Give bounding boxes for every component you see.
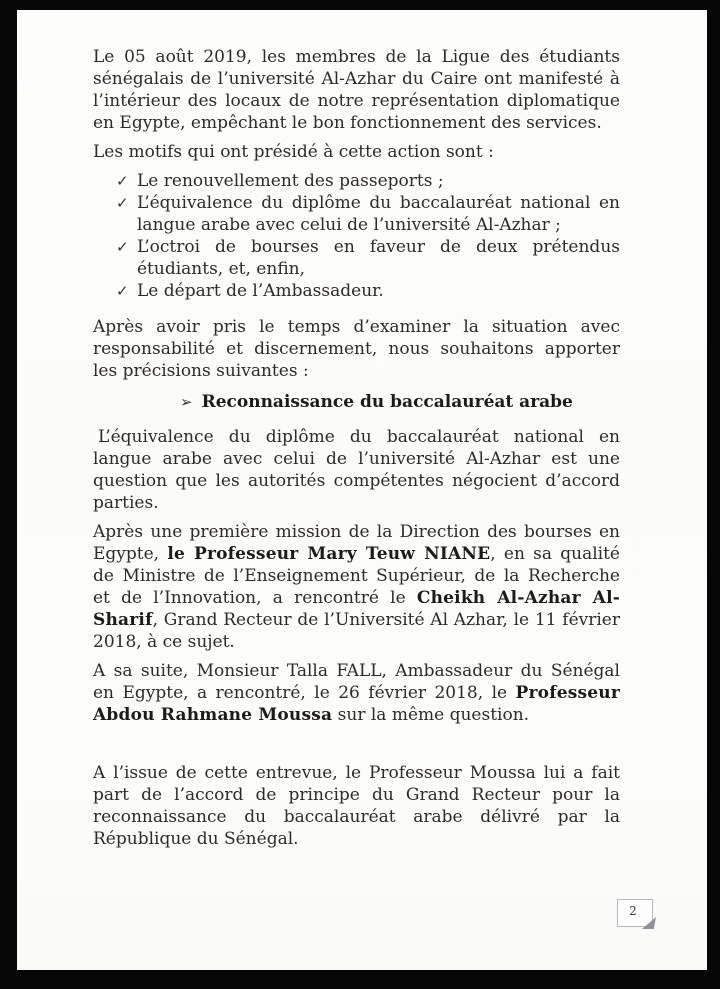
- motif-text: Le départ de l’Ambassadeur.: [137, 281, 384, 301]
- motif-list-item: [93, 170, 620, 192]
- motif-text: L’équivalence du diplôme du baccalauréat national en langue arabe avec celui de l’université Al-Azhar ;: [137, 193, 620, 235]
- text-run: , Grand Recteur de l’Université Al Azhar, le 11 février 2018, à ce sujet.: [93, 610, 620, 652]
- paragraph-motifs-lead: Les motifs qui ont présidé à cette action sont :: [93, 142, 494, 162]
- motif-list-item: [93, 192, 620, 236]
- paragraph-entrevue: A l’issue de cette entrevue, le Professeur Moussa lui a fait part de l’accord de principe du Grand Recteur pour la reconnaissance du baccalauréat arabe délivré par la République du Sénégal.: [93, 763, 620, 849]
- paragraph-intro: Le 05 août 2019, les membres de la Ligue des étudiants sénégalais de l’université Al-Azhar du Caire ont manifesté à l’intérieur des locaux de notre représentation diplomatique en Egypte, empêchant le bon fonctionnement des services.: [93, 47, 620, 133]
- checkmark-icon: ✓: [116, 194, 129, 212]
- document-content: [93, 46, 620, 857]
- motif-text: Le renouvellement des passeports ;: [137, 171, 444, 191]
- section-heading-text: Reconnaissance du baccalauréat arabe: [201, 392, 573, 412]
- paragraph-equivalence: L’équivalence du diplôme du baccalauréat national en langue arabe avec celui de l’université Al-Azhar est une question que les autorités compétentes négocient d’accord parties.: [93, 427, 620, 513]
- arrow-bullet-icon: ➢: [180, 393, 193, 411]
- section-heading: [180, 391, 620, 413]
- motifs-checklist: [93, 170, 620, 302]
- bold-name-text: le Professeur Mary Teuw NIANE: [167, 544, 491, 564]
- motif-list-item: [93, 280, 620, 302]
- checkmark-icon: ✓: [116, 238, 129, 256]
- page-number-box: [617, 899, 653, 927]
- text-run: Après une première mission de la Direction des bourses en Egypte,: [93, 522, 620, 564]
- motif-text: L’octroi de bourses en faveur de deux prétendus étudiants, et, enfin,: [137, 237, 620, 279]
- paragraph-precisions: Après avoir pris le temps d’examiner la situation avec responsabilité et discernement, nous souhaitons apporter les précisions suivantes :: [93, 317, 620, 381]
- bold-name-text: Cheikh Al-Azhar Al-Sharif: [93, 588, 620, 630]
- folded-corner-icon: [642, 917, 656, 929]
- paragraph-mission-niane: [93, 521, 620, 653]
- text-run: sur la même question.: [332, 705, 530, 725]
- page-number: 2: [629, 904, 637, 918]
- checkmark-icon: ✓: [116, 282, 129, 300]
- document-page: [17, 10, 707, 970]
- checkmark-icon: ✓: [116, 172, 129, 190]
- bold-name-text: Professeur Abdou Rahmane Moussa: [93, 683, 620, 725]
- paragraph-ambassadeur-fall: [93, 660, 620, 726]
- text-run: A sa suite, Monsieur Talla FALL, Ambassadeur du Sénégal en Egypte, a rencontré, le 26 février 2018, le: [93, 661, 620, 703]
- motif-list-item: [93, 236, 620, 280]
- text-run: , en sa qualité de Ministre de l’Enseignement Supérieur, de la Recherche et de l’Innovation, a rencontré le: [93, 544, 620, 608]
